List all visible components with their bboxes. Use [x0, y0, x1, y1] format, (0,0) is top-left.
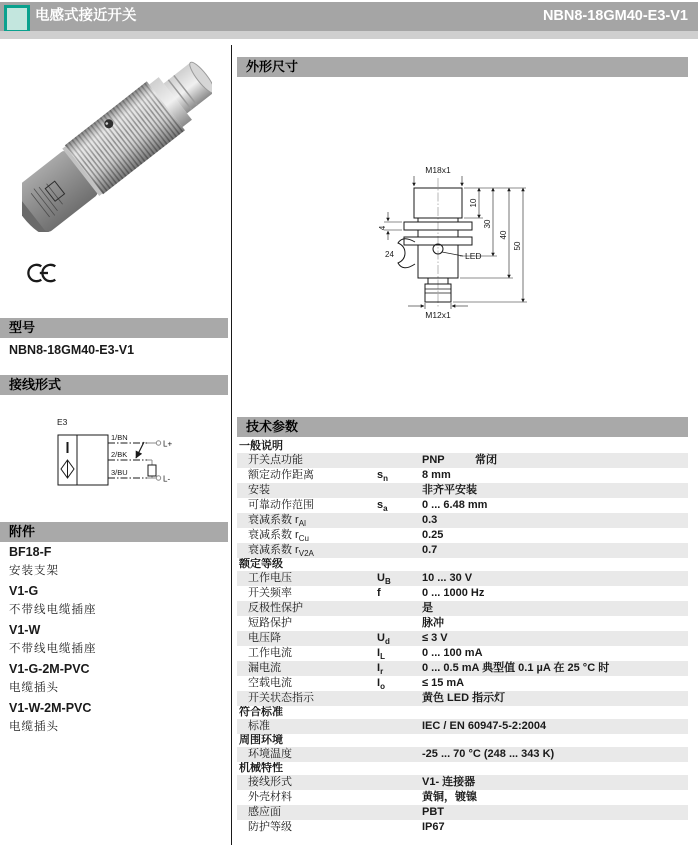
wrench-size-label: 24 [385, 250, 394, 259]
spec-label: 漏电流 [248, 662, 281, 674]
spec-symbol: $I_r$ [377, 662, 384, 677]
accessory-description: 电缆插头 [9, 682, 59, 694]
spec-value: IEC / EN 60947-5-2:2004 [422, 720, 547, 732]
spec-row [237, 805, 688, 820]
dim-40-label: 40 [499, 230, 508, 240]
spec-value: -25 ... 70 °C (248 ... 343 K) [422, 748, 555, 760]
spec-value: 0.25 [422, 529, 444, 541]
spec-section-title: 额定等级 [239, 558, 283, 570]
spec-label: 开关点功能 [248, 454, 303, 466]
section-bar-connection: 接线形式 [0, 375, 228, 395]
accessory-description: 不带线电缆插座 [9, 604, 97, 616]
spec-value: 非齐平安装 [422, 484, 477, 496]
spec-label: 外壳材料 [248, 791, 292, 803]
spec-row [237, 747, 688, 762]
spec-row [237, 646, 688, 661]
spec-row [237, 453, 688, 468]
accessory-name: V1-W [9, 623, 41, 637]
spec-row [237, 719, 688, 734]
inductive-sensor-family-icon [4, 5, 30, 33]
dim-4-label: 4 [378, 225, 387, 231]
section-bar-tech: 技术参数 [237, 417, 688, 437]
dim-30-label: 30 [483, 219, 492, 229]
dim-50-label: 50 [513, 241, 522, 251]
spec-row [237, 676, 688, 691]
spec-label: 空载电流 [248, 677, 292, 689]
header-model-number: NBN8-18GM40-E3-V1 [542, 8, 688, 24]
spec-row [237, 601, 688, 616]
spec-value: 10 ... 30 V [422, 572, 473, 584]
dimension-drawing [375, 158, 540, 323]
page-title: 电感式接近开关 [35, 8, 137, 24]
spec-row [237, 586, 688, 601]
spec-symbol: f [377, 587, 381, 599]
spec-label: 防护等级 [248, 821, 292, 833]
spec-row [237, 661, 688, 676]
spec-row [237, 691, 688, 706]
section-bar-accessories: 附件 [0, 522, 228, 542]
spec-label: 衰减系数 $r_{V2A}$ [248, 544, 314, 559]
spec-value: 0 ... 6.48 mm [422, 499, 488, 511]
spec-label: 衰减系数 $r_{Al}$ [248, 514, 306, 529]
spec-label: 接线形式 [248, 776, 292, 788]
spec-label: 感应面 [248, 806, 281, 818]
accessory-description: 电缆插头 [9, 721, 59, 733]
spec-label: 电压降 [248, 632, 281, 644]
spec-row [237, 790, 688, 805]
accessory-description: 安装支架 [9, 565, 59, 577]
spec-row [237, 631, 688, 646]
accessory-name: BF18-F [9, 545, 52, 559]
column-divider [231, 45, 232, 845]
accessories-list [9, 542, 224, 737]
spec-value: 是 [422, 602, 433, 614]
spec-label: 开关状态指示 [248, 692, 314, 704]
spec-value: 8 mm [422, 469, 451, 481]
spec-label: 安装 [248, 484, 270, 496]
spec-value: ≤ 3 V [422, 632, 448, 644]
spec-row [237, 571, 688, 586]
spec-value: 黄色 LED 指示灯 [422, 692, 506, 704]
spec-row [237, 513, 688, 528]
spec-value: 0.7 [422, 544, 438, 556]
spec-row [237, 528, 688, 543]
wiring-lminus-label: L- [163, 474, 171, 484]
spec-symbol: $s_a$ [377, 499, 388, 514]
spec-symbol: $U_B$ [377, 572, 391, 587]
spec-value: 脉冲 [422, 617, 444, 629]
spec-value: V1- 连接器 [422, 776, 476, 788]
spec-value: 0.3 [422, 514, 438, 526]
model-number: NBN8-18GM40-E3-V1 [9, 343, 135, 357]
spec-label: 额定动作距离 [248, 469, 314, 481]
spec-section-title: 一般说明 [239, 440, 283, 452]
spec-value: ≤ 15 mA [422, 677, 465, 689]
spec-row [237, 820, 688, 835]
wiring-pin1-label: 1/BN [111, 433, 128, 442]
spec-symbol: $I_L$ [377, 647, 385, 662]
spec-row [237, 468, 688, 483]
spec-value: IP67 [422, 821, 445, 833]
spec-value: 0 ... 0.5 mA 典型值 0.1 µA 在 25 °C 时 [422, 662, 610, 674]
spec-section-title: 机械特性 [239, 762, 283, 774]
spec-value: 0 ... 1000 Hz [422, 587, 485, 599]
spec-value: PBT [422, 806, 444, 818]
spec-value: 0 ... 100 mA [422, 647, 483, 659]
spec-symbol: $U_d$ [377, 632, 390, 647]
section-bar-dimensions: 外形尺寸 [237, 57, 688, 77]
wiring-variant-label: E3 [57, 417, 68, 427]
product-photo [22, 52, 212, 232]
accessory-name: V1-G [9, 584, 39, 598]
led-label: LED [465, 251, 482, 261]
spec-label: 反极性保护 [248, 602, 303, 614]
spec-value-secondary: 常闭 [475, 454, 497, 466]
spec-value: 黄铜，镀镍 [422, 791, 477, 803]
wiring-lplus-label: L+ [163, 439, 173, 449]
spec-row [237, 616, 688, 631]
wiring-pin3-label: 3/BU [111, 468, 128, 477]
spec-value: PNP [422, 454, 445, 466]
spec-symbol: $s_n$ [377, 469, 389, 484]
page-header [0, 2, 698, 31]
dim-10-label: 10 [469, 198, 478, 208]
thread-bottom-label: M12x1 [425, 310, 451, 320]
accessory-name: V1-W-2M-PVC [9, 701, 92, 715]
spec-section-title: 符合标准 [239, 706, 283, 718]
spec-label: 工作电流 [248, 647, 292, 659]
spec-row [237, 543, 688, 558]
spec-label: 工作电压 [248, 572, 292, 584]
spec-row [237, 498, 688, 513]
section-bar-model: 型号 [0, 318, 228, 338]
accessory-description: 不带线电缆插座 [9, 643, 97, 655]
spec-label: 衰减系数 $r_{Cu}$ [248, 529, 309, 544]
wiring-pin2-label: 2/BK [111, 450, 128, 459]
spec-label: 环境温度 [248, 748, 292, 760]
spec-label: 标准 [248, 720, 270, 732]
tech-spec-table [237, 440, 688, 835]
spec-symbol: $I_o$ [377, 677, 385, 692]
spec-row [237, 775, 688, 790]
thread-top-label: M18x1 [425, 165, 451, 175]
spec-row [237, 483, 688, 498]
header-shadow [0, 31, 698, 39]
spec-label: 短路保护 [248, 617, 292, 629]
spec-section-title: 周围环境 [239, 734, 283, 746]
wiring-diagram [50, 412, 215, 497]
spec-label: 开关频率 [248, 587, 292, 599]
spec-label: 可靠动作范围 [248, 499, 314, 511]
accessory-name: V1-G-2M-PVC [9, 662, 90, 676]
ce-mark-icon [24, 262, 58, 284]
